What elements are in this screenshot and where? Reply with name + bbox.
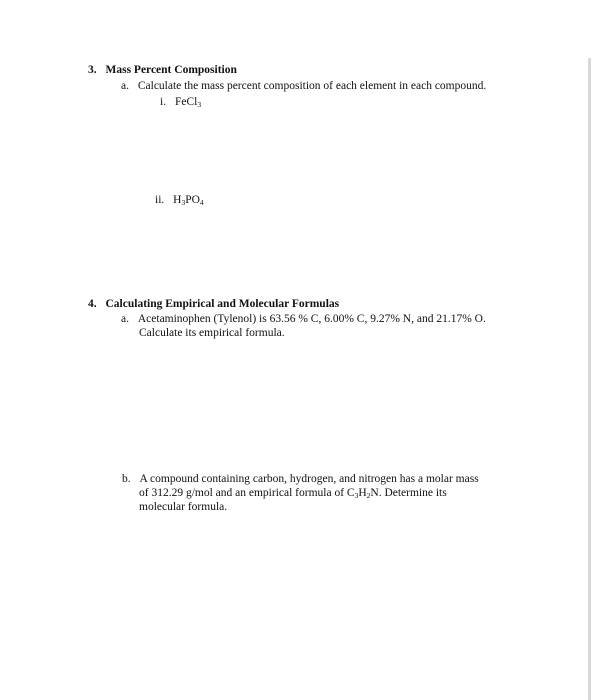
page-edge — [588, 58, 591, 700]
formula-subscript: 3 — [354, 491, 359, 500]
item-i-formula — [175, 96, 201, 108]
section-3-item-ii — [155, 193, 204, 207]
section-3-title: Mass Percent Composition — [105, 64, 237, 76]
section-4-part-a-line-2 — [139, 326, 285, 340]
formula-text: PO — [185, 194, 200, 206]
part-b-line-1: A compound containing carbon, hydrogen, and nitrogen has a molar mass — [139, 473, 479, 485]
item-i-label: i. — [160, 96, 167, 108]
formula-text: FeCl — [174, 96, 198, 108]
part-a-line-2: Calculate its empirical formula. — [139, 327, 285, 339]
part-b-line-2-mid: H — [358, 487, 367, 499]
part-b-line-3: molecular formula. — [139, 501, 228, 513]
section-4-part-b-line-3 — [139, 500, 227, 514]
formula-subscript: 2 — [366, 491, 371, 500]
part-a-line-1: Acetaminophen (Tylenol) is 63.56 % C, 6.00% C, 9.27% N, and 21.17% O. — [137, 313, 486, 325]
part-b-line-2-after: N. Determine its — [370, 487, 447, 499]
section-4-part-a-line-1 — [121, 312, 486, 326]
formula-subscript: 4 — [199, 198, 204, 207]
part-a-label: a. — [121, 313, 129, 325]
section-4-part-b-line-1 — [122, 472, 479, 486]
section-4-title: Calculating Empirical and Molecular Formulas — [105, 298, 340, 310]
formula-subscript: 3 — [197, 100, 202, 109]
part-b-label: b. — [122, 473, 131, 485]
section-4-heading — [88, 297, 339, 311]
part-a-text: Calculate the mass percent composition of each element in each compound. — [137, 80, 487, 92]
part-a-label: a. — [121, 80, 129, 92]
section-3-heading — [88, 63, 237, 77]
formula-text: H — [173, 194, 182, 206]
part-b-line-2-before: of 312.29 g/mol and an empirical formula of C — [139, 487, 355, 499]
item-ii-formula — [173, 194, 204, 206]
formula-subscript: 3 — [181, 198, 186, 207]
section-4-part-b-line-2 — [139, 486, 447, 500]
item-ii-label: ii. — [155, 194, 165, 206]
section-3-part-a — [121, 79, 486, 93]
section-3-number: 3. — [88, 64, 97, 76]
section-3-item-i — [160, 95, 201, 109]
section-4-number: 4. — [88, 298, 97, 310]
